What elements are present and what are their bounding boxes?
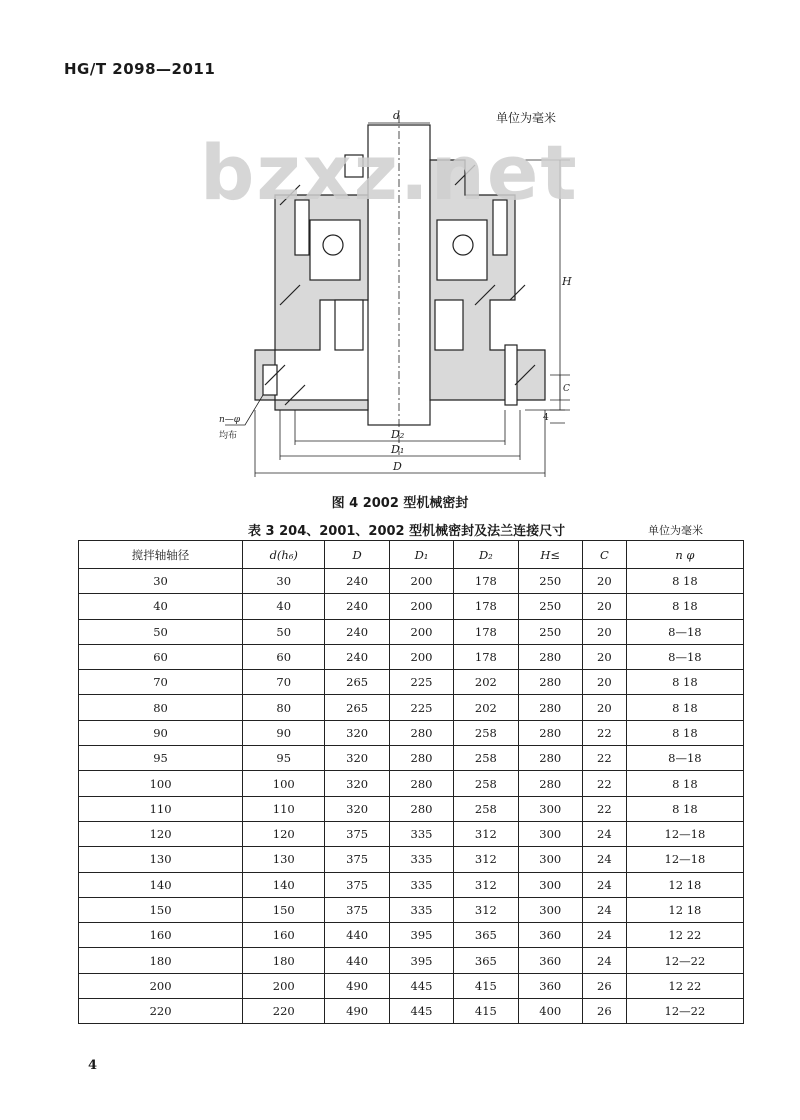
table-cell: 12 22 [626,923,743,948]
table-cell: 12 18 [626,897,743,922]
table-header-row [79,541,744,569]
table-cell: 335 [389,847,453,872]
table-cell: 265 [325,695,389,720]
label-C: C [563,384,570,394]
table-cell: 24 [582,872,626,897]
table-row [79,973,744,998]
table-cell: 280 [518,670,582,695]
table-cell: 20 [582,695,626,720]
page-number: 4 [88,1058,98,1073]
table-cell: 200 [389,569,453,594]
table-cell: 360 [518,923,582,948]
table-cell: 258 [454,746,518,771]
table-cell: 375 [325,821,389,846]
table-cell: 335 [389,872,453,897]
col-D: D [325,541,389,569]
table-cell: 200 [79,973,243,998]
table-cell: 50 [243,619,325,644]
col-n-phi: n φ [626,541,743,569]
table-cell: 178 [454,619,518,644]
table-cell: 90 [243,720,325,745]
table-cell: 200 [389,619,453,644]
table-cell: 415 [454,973,518,998]
table-cell: 415 [454,999,518,1024]
table-cell: 312 [454,847,518,872]
table-cell: 140 [243,872,325,897]
table-cell: 250 [518,569,582,594]
table-cell: 280 [518,771,582,796]
table-cell: 400 [518,999,582,1024]
label-D1: D₁ [391,443,405,456]
table-cell: 12—18 [626,821,743,846]
table-cell: 20 [582,644,626,669]
table-cell: 312 [454,897,518,922]
label-uniform: 均布 [219,431,238,441]
table-cell: 12 22 [626,973,743,998]
table-row [79,897,744,922]
table-cell: 240 [325,569,389,594]
label-D2: D₂ [391,428,405,441]
label-d: d [393,109,401,122]
table-row [79,619,744,644]
table-row [79,923,744,948]
table-cell: 320 [325,720,389,745]
figure-caption: 图 4 2002 型机械密封 [331,496,469,511]
table-cell: 258 [454,720,518,745]
table-cell: 180 [243,948,325,973]
table-cell: 20 [582,619,626,644]
table-row [79,670,744,695]
label-D: D [393,460,402,473]
table-cell: 280 [518,746,582,771]
table-cell: 280 [389,720,453,745]
label-4: 4 [543,413,549,423]
table-cell: 300 [518,897,582,922]
standard-code: HG/T 2098—2011 [64,60,216,78]
table-cell: 395 [389,923,453,948]
table-cell: 200 [243,973,325,998]
figure-unit: 单位为毫米 [496,111,557,125]
table-cell: 490 [325,999,389,1024]
table-cell: 320 [325,771,389,796]
table-cell: 200 [389,594,453,619]
table-cell: 220 [79,999,243,1024]
table-cell: 8 18 [626,569,743,594]
table-row [79,720,744,745]
table-cell: 8 18 [626,720,743,745]
table-cell: 70 [79,670,243,695]
table-cell: 60 [79,644,243,669]
table-row [79,594,744,619]
table-row [79,847,744,872]
table-cell: 280 [389,771,453,796]
table-cell: 30 [79,569,243,594]
table-row [79,771,744,796]
table-cell: 20 [582,594,626,619]
table-cell: 8 18 [626,594,743,619]
table-cell: 335 [389,897,453,922]
table-row [79,746,744,771]
table-cell: 300 [518,872,582,897]
table-cell: 8 18 [626,771,743,796]
table-cell: 20 [582,670,626,695]
table-row [79,644,744,669]
table-cell: 20 [582,569,626,594]
table-cell: 12 18 [626,872,743,897]
table-cell: 80 [243,695,325,720]
table-cell: 95 [79,746,243,771]
table-cell: 178 [454,644,518,669]
table-cell: 258 [454,796,518,821]
table-cell: 12—22 [626,948,743,973]
table-cell: 202 [454,670,518,695]
col-shaft-diameter: 搅拌轴轴径 [79,541,243,569]
table-cell: 40 [243,594,325,619]
table-cell: 120 [243,821,325,846]
table-cell: 100 [243,771,325,796]
table-cell: 375 [325,897,389,922]
table-cell: 180 [79,948,243,973]
dimension-table [78,540,744,1024]
watermark: bzxz.net [200,128,579,217]
table-cell: 360 [518,973,582,998]
table-cell: 24 [582,821,626,846]
table-cell: 320 [325,796,389,821]
table-cell: 312 [454,872,518,897]
table-cell: 280 [518,720,582,745]
table-cell: 265 [325,670,389,695]
table-cell: 445 [389,999,453,1024]
table-cell: 160 [79,923,243,948]
table-cell: 95 [243,746,325,771]
table-title: 表 3 204、2001、2002 型机械密封及法兰连接尺寸 [248,524,566,539]
table-cell: 220 [243,999,325,1024]
table-cell: 240 [325,594,389,619]
table-cell: 8—18 [626,746,743,771]
table-cell: 280 [518,695,582,720]
table-cell: 110 [243,796,325,821]
table-cell: 360 [518,948,582,973]
table-cell: 178 [454,569,518,594]
table-cell: 375 [325,847,389,872]
table-cell: 300 [518,796,582,821]
table-cell: 365 [454,923,518,948]
table-cell: 240 [325,619,389,644]
table-cell: 50 [79,619,243,644]
table-cell: 440 [325,923,389,948]
table-cell: 312 [454,821,518,846]
table-cell: 280 [518,644,582,669]
table-cell: 150 [243,897,325,922]
table-cell: 120 [79,821,243,846]
table-cell: 8 18 [626,796,743,821]
table-cell: 365 [454,948,518,973]
table-cell: 150 [79,897,243,922]
col-D2: D₂ [454,541,518,569]
table-cell: 8—18 [626,644,743,669]
table-cell: 300 [518,821,582,846]
table-cell: 200 [389,644,453,669]
table-cell: 22 [582,771,626,796]
label-H: H [562,275,572,288]
table-cell: 250 [518,619,582,644]
table-cell: 90 [79,720,243,745]
table-cell: 24 [582,897,626,922]
table-cell: 12—22 [626,999,743,1024]
table-cell: 22 [582,746,626,771]
table-cell: 8 18 [626,695,743,720]
table-cell: 440 [325,948,389,973]
table-cell: 70 [243,670,325,695]
col-C: C [582,541,626,569]
table-cell: 24 [582,948,626,973]
table-cell: 395 [389,948,453,973]
table-unit: 单位为毫米 [648,524,703,537]
table-cell: 24 [582,847,626,872]
table-cell: 178 [454,594,518,619]
label-n-phi: n—φ [219,415,241,425]
col-d: d(h₆) [243,541,325,569]
table-cell: 140 [79,872,243,897]
table-cell: 375 [325,872,389,897]
table-cell: 225 [389,695,453,720]
table-cell: 280 [389,796,453,821]
col-H: H≤ [518,541,582,569]
table-row [79,999,744,1024]
table-cell: 250 [518,594,582,619]
table-cell: 130 [243,847,325,872]
table-cell: 258 [454,771,518,796]
table-cell: 8 18 [626,670,743,695]
table-cell: 40 [79,594,243,619]
table-cell: 110 [79,796,243,821]
table-cell: 160 [243,923,325,948]
table-cell: 445 [389,973,453,998]
table-row [79,569,744,594]
table-cell: 80 [79,695,243,720]
table-cell: 60 [243,644,325,669]
table-cell: 30 [243,569,325,594]
table-row [79,695,744,720]
table-cell: 240 [325,644,389,669]
table-row [79,821,744,846]
table-cell: 24 [582,923,626,948]
table-cell: 22 [582,796,626,821]
table-cell: 280 [389,746,453,771]
table-cell: 26 [582,999,626,1024]
table-cell: 225 [389,670,453,695]
table-row [79,872,744,897]
table-cell: 202 [454,695,518,720]
table-row [79,948,744,973]
table-cell: 300 [518,847,582,872]
col-D1: D₁ [389,541,453,569]
table-row [79,796,744,821]
table-cell: 490 [325,973,389,998]
table-cell: 8—18 [626,619,743,644]
table-cell: 22 [582,720,626,745]
table-cell: 320 [325,746,389,771]
table-cell: 26 [582,973,626,998]
table-cell: 335 [389,821,453,846]
table-cell: 100 [79,771,243,796]
table-cell: 130 [79,847,243,872]
table-cell: 12—18 [626,847,743,872]
